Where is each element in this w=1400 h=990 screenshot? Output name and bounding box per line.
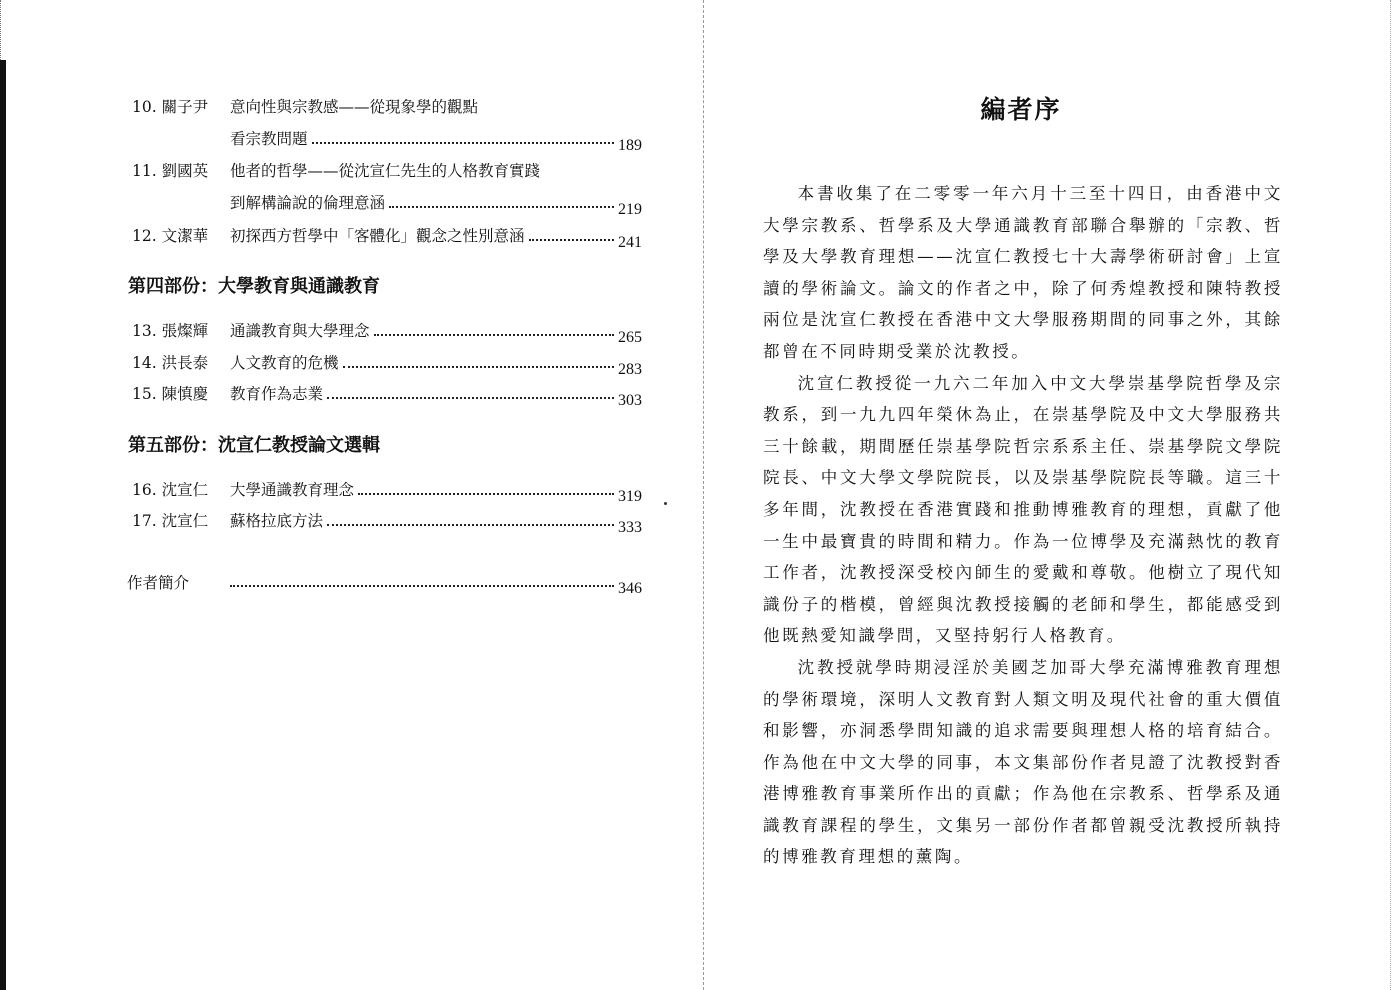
dot-leader	[358, 493, 614, 495]
toc-entry-title: 蘇格拉底方法	[230, 512, 324, 530]
toc-entry-title-cont: 看宗教問題	[230, 130, 308, 148]
toc-entry-number: 16. 沈宣仁	[132, 481, 209, 499]
toc-entry-title: 大學通識教育理念	[230, 481, 355, 499]
toc-entry-17-line[interactable]	[230, 506, 642, 536]
toc-entry-title: 人文教育的危機	[230, 354, 339, 372]
dot-leader	[374, 334, 614, 336]
dot-leader	[230, 585, 614, 587]
toc-page-number: 303	[618, 392, 642, 409]
book-gutter	[703, 0, 704, 990]
toc-page-number: 219	[618, 201, 642, 218]
toc-entry-11[interactable]	[0, 156, 700, 186]
toc-entry-13-line[interactable]	[230, 316, 642, 346]
toc-entry-number: 11. 劉國英	[132, 162, 209, 180]
toc-entry-11-line-2[interactable]	[230, 188, 642, 218]
dot-leader	[327, 397, 614, 399]
toc-page-number: 333	[618, 519, 642, 536]
toc-page-number: 319	[618, 488, 642, 505]
toc-entry-title: 他者的哲學——從沈宣仁先生的人格教育實踐	[230, 162, 541, 180]
toc-entry-number: 14. 洪長泰	[132, 354, 209, 372]
toc-entry-title-cont: 到解構論說的倫理意涵	[230, 194, 386, 212]
dot-leader	[389, 206, 614, 208]
toc-entry-number: 15. 陳慎慶	[132, 385, 209, 403]
toc-entry-15-line[interactable]	[230, 379, 642, 409]
dot-leader	[343, 366, 614, 368]
toc-entry-10[interactable]	[0, 92, 700, 122]
toc-entry-12-line[interactable]	[230, 221, 642, 251]
section-heading-4: 第四部份：大學教育與通識教育	[128, 276, 380, 297]
preface-paragraph-3: 沈教授就學時期浸淫於美國芝加哥大學充滿博雅教育理想的學術環境，深明人文教育對人類文明及現代社會的重大價值和影響，亦洞悉學問知識的追求需要與理想人格的培育結合。作為他在中文大學的同事，本文集部份作者見證了沈教授對香港博雅教育事業所作出的貢獻；作為他在宗教系、哲學系及通識教育課程的學生，文集另一部份作者都曾親受沈教授所執持的博雅教育理想的薰陶。	[763, 657, 1283, 867]
preface-body	[763, 178, 1283, 873]
toc-page-number: 189	[618, 137, 642, 154]
toc-entry-16-line[interactable]	[230, 475, 642, 505]
preface-page	[705, 0, 1400, 990]
toc-entry-10-line-2[interactable]	[230, 124, 642, 154]
toc-entry-number: 12. 文潔華	[132, 227, 209, 245]
author-intro-label: 作者簡介	[127, 574, 190, 592]
toc-page-number: 265	[618, 329, 642, 346]
toc-entry-number: 17. 沈宣仁	[132, 512, 209, 530]
toc-entry-number: 13. 張燦輝	[132, 322, 209, 340]
dot-leader	[312, 142, 614, 144]
toc-page-number: 241	[618, 234, 642, 251]
toc-entry-title: 意向性與宗教感——從現象學的觀點	[230, 98, 479, 116]
toc-entry-14-line[interactable]	[230, 348, 642, 378]
toc-entry-title: 教育作為志業	[230, 385, 324, 403]
toc-entry-title: 初探西方哲學中「客體化」觀念之性別意涵	[230, 227, 525, 245]
preface-title: 編者序	[980, 95, 1062, 124]
section-heading-5: 第五部份：沈宣仁教授論文選輯	[128, 435, 380, 456]
toc-author-intro-line[interactable]	[230, 568, 642, 598]
preface-paragraph-1: 本書收集了在二零零一年六月十三至十四日，由香港中文大學宗教系、哲學系及大學通識教育部聯合舉辦的「宗教、哲學及大學教育理想——沈宣仁教授七十大壽學術研討會」上宣讀的學術論文。論文的作者之中，除了何秀煌教授和陳特教授兩位是沈宣仁教授在香港中文大學服務期間的同事之外，其餘都曾在不同時期受業於沈教授。	[763, 184, 1283, 361]
dot-leader	[529, 239, 614, 241]
toc-page-number: 346	[618, 580, 642, 597]
toc-entry-number: 10. 關子尹	[132, 98, 209, 116]
dot-leader	[327, 524, 614, 526]
toc-entry-title: 通識教育與大學理念	[230, 322, 370, 340]
preface-paragraph-2: 沈宣仁教授從一九六二年加入中文大學崇基學院哲學及宗教系，到一九九四年榮休為止，在崇基學院及中文大學服務共三十餘載，期間歷任崇基學院哲宗系系主任、崇基學院文學院院長、中文大學文學院院長，以及崇基學院院長等職。這三十多年間，沈教授在香港實踐和推動博雅教育的理想，貢獻了他一生中最寶貴的時間和精力。作為一位博學及充滿熱忱的教育工作者，沈教授深受校內師生的愛戴和尊敬。他樹立了現代知識份子的楷模，曾經與沈教授接觸的老師和學生，都能感受到他既熱愛知識學問，又堅持躬行人格教育。	[763, 373, 1283, 646]
toc-page-number: 283	[618, 361, 642, 378]
